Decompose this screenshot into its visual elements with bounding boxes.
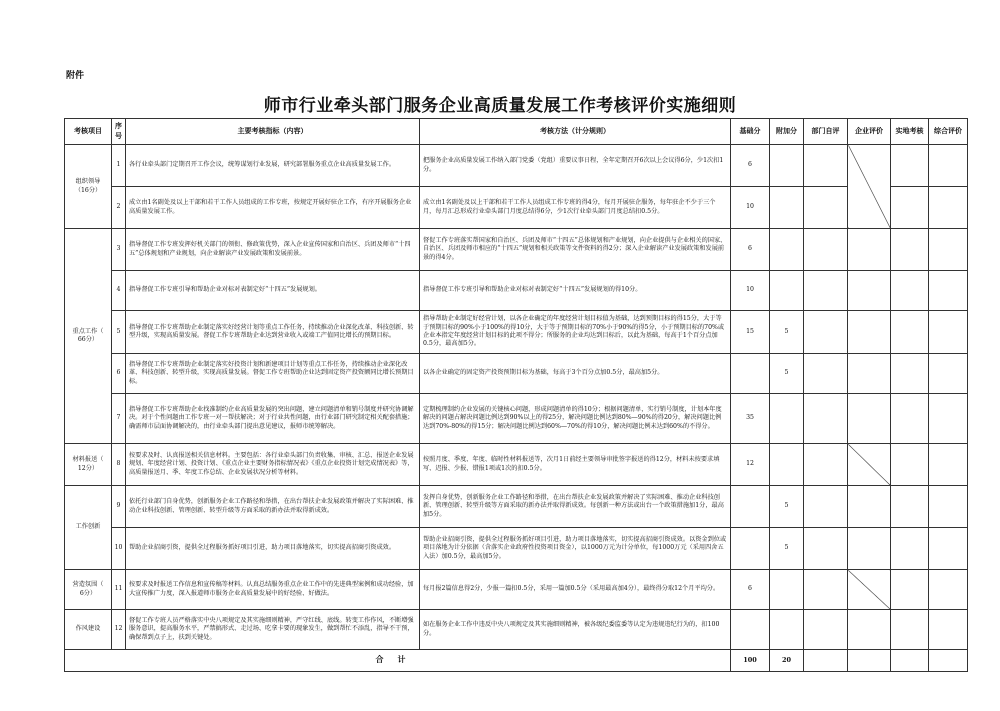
self-eval-cell (804, 271, 848, 311)
field-eval-cell (891, 354, 929, 394)
overall-eval-cell (929, 650, 968, 672)
attachment-label: 附件 (66, 71, 85, 81)
enterprise-eval-cell-na (848, 145, 891, 229)
self-eval-cell (804, 570, 848, 610)
row-method: 督促工作专班落实帮国家和自治区、兵团及师市“十四五”总体规划和产业规划，向企业提供与企业相关的国家、自治区、兵团及师市相应的“十四五”规划和相关政策等文件资料的得2分；深入企业解读产业发展政策和发展前景的得4分。 (420, 229, 731, 271)
overall-eval-cell (929, 145, 968, 187)
field-eval-cell (891, 650, 929, 672)
field-eval-cell (891, 444, 929, 486)
row-no: 5 (112, 311, 126, 354)
row-base (731, 528, 770, 570)
total-row (65, 650, 968, 672)
header-category: 考核项目 (65, 119, 112, 145)
self-eval-cell (804, 187, 848, 229)
row-content: 依托行业部门自身优势，创新服务企业工作路径和举措，在出台帮扶企业发展政策并解决了实际困难、推动企业科技创新、管理创新、转型升级等方面采取的新办法并取得新成效。 (126, 486, 420, 528)
self-eval-cell (804, 486, 848, 528)
enterprise-eval-cell (848, 354, 891, 394)
row-content: 指导督促工作专班发挥好机关部门的领衔、修政策优势，深入企业宣传国家和自治区、兵团及师市“十四五”总体规划和产业规划，向企业解读产业发展政策和发展前景。 (126, 229, 420, 271)
evaluation-table (64, 118, 968, 672)
overall-eval-cell (929, 570, 968, 610)
row-content: 各行业牵头部门定期召开工作会议，统筹谋划行业发展，研究部署服务重点企业高质量发展工作。 (126, 145, 420, 187)
row-extra (770, 444, 804, 486)
enterprise-eval-cell (848, 486, 891, 528)
row-extra (770, 570, 804, 610)
category-cell: 重点工作（ 66分） (65, 229, 112, 444)
self-eval-cell (804, 394, 848, 444)
row-base (731, 610, 770, 650)
row-extra: 5 (770, 354, 804, 394)
header-content: 主要考核指标（内容） (126, 119, 420, 145)
self-eval-cell (804, 311, 848, 354)
row-no: 2 (112, 187, 126, 229)
overall-eval-cell (929, 444, 968, 486)
overall-eval-cell (929, 187, 968, 229)
row-base: 10 (731, 271, 770, 311)
row-no: 1 (112, 145, 126, 187)
self-eval-cell (804, 650, 848, 672)
category-cell: 营造氛围（ 6分） (65, 570, 112, 610)
table-row (65, 187, 968, 229)
enterprise-eval-cell-na (848, 444, 891, 486)
row-extra (770, 145, 804, 187)
field-eval-cell (891, 486, 929, 528)
overall-eval-cell (929, 528, 968, 570)
row-no: 10 (112, 528, 126, 570)
header-overall-eval: 综合评价 (929, 119, 968, 145)
row-method: 如在服务企业工作中违反中央八项规定及其实施细则精神，被各级纪委监委等认定为违规违纪行为的，扣100分。 (420, 610, 731, 650)
overall-eval-cell (929, 311, 968, 354)
table-row (65, 570, 968, 610)
self-eval-cell (804, 610, 848, 650)
row-content: 指导督促工作专班帮助企业制定落实好经营计划等重点工作任务，持续推动企业深化改革、科技创新、转型升级，实现高质量发展。督促工作专班帮助企业达到营业收入或端工产值同比增长的预期目标。 (126, 311, 420, 354)
row-no: 4 (112, 271, 126, 311)
field-eval-cell (891, 610, 929, 650)
category-cell: 工作创新 (65, 486, 112, 570)
category-cell: 材料报送（ 12分） (65, 444, 112, 486)
self-eval-cell (804, 354, 848, 394)
row-method: 指导督促工作专班引导和帮助企业对标对表制定好“十四五”发展规划的得10分。 (420, 271, 731, 311)
total-label: 合计 (65, 650, 731, 672)
field-eval-cell (891, 271, 929, 311)
enterprise-eval-cell (848, 394, 891, 444)
total-base: 100 (731, 650, 770, 672)
row-extra (770, 610, 804, 650)
enterprise-eval-cell (848, 229, 891, 271)
row-base: 12 (731, 444, 770, 486)
header-extra-score: 附加分 (770, 119, 804, 145)
row-method: 成立由1名副处及以上干部和若干工作人员组成工作专班的得4分，每月开展驻企服务，每年驻企不少于三个月，每月汇总形成行业牵头部门月度总结得6分，少1次行业牵头部门月度总结扣0.5分。 (420, 187, 731, 229)
row-no: 7 (112, 394, 126, 444)
field-eval-cell (891, 311, 929, 354)
category-cell: 作风建设 (65, 610, 112, 650)
table-row (65, 229, 968, 271)
row-base (731, 354, 770, 394)
field-eval-cell (891, 394, 929, 444)
row-content: 指导督促工作专班引导和帮助企业对标对表制定好“十四五”发展规划。 (126, 271, 420, 311)
field-eval-cell (891, 187, 929, 229)
row-base: 6 (731, 229, 770, 271)
row-no: 8 (112, 444, 126, 486)
table-row (65, 145, 968, 187)
document-title: 师市行业牵头部门服务企业高质量发展工作考核评价实施细则 (263, 96, 737, 116)
self-eval-cell (804, 528, 848, 570)
header-field-eval: 实地考核 (891, 119, 929, 145)
row-extra: 5 (770, 486, 804, 528)
enterprise-eval-cell (848, 610, 891, 650)
row-extra (770, 394, 804, 444)
table-row (65, 610, 968, 650)
row-method: 定期梳理制约企业发展的关键核心问题，形成问题清单的得10分；根据问题清单，实行销号制度，计划本年度解决的问题占解决问题比例达到90%以上的得25分，解决问题比例达到80%—90%的得20分，解决问题比例达到70%-80%的得15分；解决问题比例达到60%—70%的得10分，解决问题比例未达到60%的不得分。 (420, 394, 731, 444)
row-content: 指导督促工作专班帮助企业找准制约企业高质量发展的突出问题，建立问题清单和销号制度并研究协调解决。对于个性问题由工作专班一对一帮扶解决；对于行业共性问题，由行业部门研究制定相关配套措施；确需师市层面协调解决的，由行业牵头部门提出意见建议，报师市统筹解决。 (126, 394, 420, 444)
row-method: 把服务企业高质量发展工作纳入部门党委（党组）重要议事日程，全年定期召开6次以上会议得6分，少1次扣1分。 (420, 145, 731, 187)
table-row (65, 311, 968, 354)
enterprise-eval-cell (848, 528, 891, 570)
row-no: 12 (112, 610, 126, 650)
self-eval-cell (804, 145, 848, 187)
overall-eval-cell (929, 229, 968, 271)
self-eval-cell (804, 229, 848, 271)
row-extra: 5 (770, 311, 804, 354)
category-cell: 组织领导 （16分） (65, 145, 112, 229)
enterprise-eval-cell (848, 271, 891, 311)
header-no: 序号 (112, 119, 126, 145)
row-base (731, 486, 770, 528)
row-content: 督促工作专班人员严格落实中央八项规定及其实施细则精神，严守红线、底线。转变工作作风，不断增强服务意识，提高服务水平，严禁搞形式、走过场、吃拿卡要的现象发生，做到帮忙不添乱，指导不干预，确保帮到点子上，扶到关键处。 (126, 610, 420, 650)
row-extra (770, 229, 804, 271)
overall-eval-cell (929, 271, 968, 311)
row-content: 成立由1名副处及以上干部和若干工作人员组成的工作专班，按规定开展好驻企工作，有序开展服务企业高质量发展工作。 (126, 187, 420, 229)
header-self-eval: 部门自评 (804, 119, 848, 145)
table-header-row (65, 119, 968, 145)
field-eval-cell (891, 528, 929, 570)
overall-eval-cell (929, 354, 968, 394)
row-base: 6 (731, 145, 770, 187)
overall-eval-cell (929, 486, 968, 528)
row-no: 3 (112, 229, 126, 271)
row-base: 6 (731, 570, 770, 610)
row-content: 按要求及时、认真报送相关信息材料。主要包括：各行业牵头部门负责收集、审核、汇总、报送企业发展规划、年度经营计划、投资计划、《重点企业主要财务指标情况表》《重点企业投资计划完成情况表》等，高质量报送月、季、年度工作总结、企业发展状况分析等材料。 (126, 444, 420, 486)
field-eval-cell (891, 570, 929, 610)
header-base-score: 基础分 (731, 119, 770, 145)
table-row (65, 354, 968, 394)
overall-eval-cell (929, 394, 968, 444)
field-eval-cell (891, 145, 929, 187)
row-no: 9 (112, 486, 126, 528)
row-content: 按要求及时报送工作信息和宣传稿等材料。认真总结服务重点企业工作中的先进典型案例和成功经验，加大宣传推广力度，深入报道师市服务企业高质量发展中的好经验、好做法。 (126, 570, 420, 610)
row-base: 35 (731, 394, 770, 444)
row-method: 以各企业确定的固定资产投资预期目标为基础，每高于3个百分点加0.5分，最高加5分。 (420, 354, 731, 394)
table-row (65, 444, 968, 486)
enterprise-eval-cell-na (848, 570, 891, 610)
enterprise-eval-cell (848, 650, 891, 672)
row-content: 指导督促工作专班帮助企业制定落实好投资计划和新建项目计划等重点工作任务，持续推动企业深化改革、科技创新、转型升级，实现高质量发展。督促工作专班帮助企业达到固定资产投资额同比增长预期目标。 (126, 354, 420, 394)
row-extra (770, 271, 804, 311)
row-method: 指导帮助企业制定好经营计划，以各企业确定的年度经营计划目标值为基础，达到预期目标的得15分，大于等于预期目标的90%小于100%的得10分，大于等于预期目标的70%小于90%的得5分，小于预期目标的70%或企业本指定年度经营计划目标的此项不得分；所服务的企业均达到目标后，以此为基础，每高于1个百分点加0.5分，最高加5分。 (420, 311, 731, 354)
row-no: 6 (112, 354, 126, 394)
self-eval-cell (804, 444, 848, 486)
field-eval-cell (891, 229, 929, 271)
row-no: 11 (112, 570, 126, 610)
enterprise-eval-cell (848, 311, 891, 354)
row-method: 帮助企业招商引资，提供全过程服务抓好项目引进，助力项目落地落实，切实提高招商引资成效。以资金到位或项目落地为计分依据（含落实企业政府性投资项目资金），以1000万元为计分单位，每1000万元（采用四舍五入法）加0.5分，最高加5分。 (420, 528, 731, 570)
row-method: 发挥自身优势，创新服务企业工作路径和举措，在出台帮扶企业发展政策并解决了实际困难、推动企业科技创新、管理创新、转型升级等方面采取的新办法并取得新成效。每创新一种方法或出台一个政策措施加1分，最高加5分。 (420, 486, 731, 528)
header-method: 考核方法（计分规则） (420, 119, 731, 145)
row-extra (770, 187, 804, 229)
total-extra: 20 (770, 650, 804, 672)
table-row (65, 271, 968, 311)
table-row (65, 486, 968, 528)
table-row (65, 394, 968, 444)
overall-eval-cell (929, 610, 968, 650)
row-extra: 5 (770, 528, 804, 570)
row-content: 帮助企业招商引资，提供全过程服务抓好项目引进，助力项目落地落实，切实提高招商引资成效。 (126, 528, 420, 570)
table-row (65, 528, 968, 570)
row-method: 按照月度、季度、年度、临时性材料报送等，次月1日前经主要领导审批签字报送的得12分，材料未按要求填写、迟报、少报、错报1项或1次的扣0.5分。 (420, 444, 731, 486)
header-enterprise-eval: 企业评价 (848, 119, 891, 145)
row-method: 每月报2篇信息得2分，少报一篇扣0.5分，采用一篇加0.5分（采用最高加4分），最终得分取12个月平均分。 (420, 570, 731, 610)
row-base: 10 (731, 187, 770, 229)
row-base: 15 (731, 311, 770, 354)
